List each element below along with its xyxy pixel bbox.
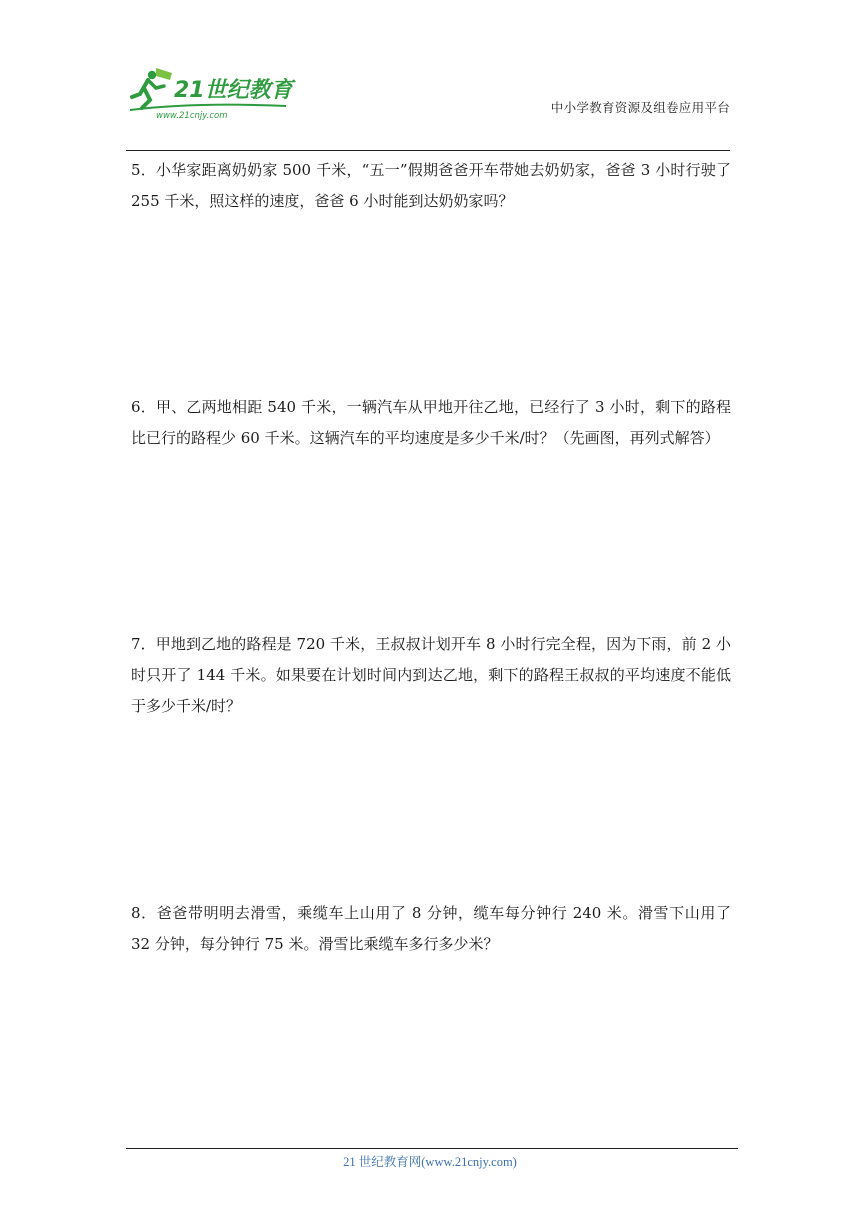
- question-6: 6．甲、乙两地相距 540 千米，一辆汽车从甲地开往乙地，已经行了 3 小时，剩下的路程比已行的路程少 60 千米。这辆汽车的平均速度是多少千米/时？（先画图，再列式解答）: [131, 398, 731, 447]
- logo-text: 21世纪教育: [174, 78, 293, 103]
- site-logo: [126, 64, 296, 120]
- header-divider: [126, 150, 730, 151]
- question-8: 8．爸爸带明明去滑雪，乘缆车上山用了 8 分钟，缆车每分钟行 240 米。滑雪下山用了 32 分钟，每分钟行 75 米。滑雪比乘缆车多行多少米？: [131, 904, 731, 953]
- footer-divider: [126, 1148, 738, 1149]
- question-5: 5．小华家距离奶奶家 500 千米，“五一”假期爸爸开车带她去奶奶家，爸爸 3 小时行驶了 255 千米，照这样的速度，爸爸 6 小时能到达奶奶家吗？: [131, 161, 731, 210]
- page-header: [126, 64, 730, 122]
- platform-title: 中小学教育资源及组卷应用平台: [550, 100, 730, 115]
- footer-link[interactable]: 21 世纪教育网(www.21cnjy.com): [343, 1155, 517, 1169]
- question-7: 7．甲地到乙地的路程是 720 千米，王叔叔计划开车 8 小时行完全程，因为下雨，前 2 小时只开了 144 千米。如果要在计划时间内到达乙地，剩下的路程王叔叔的平均速度不能低于多少千米/时？: [131, 635, 731, 715]
- runner-icon: [132, 68, 172, 108]
- logo-url: www.21cnjy.com: [156, 111, 228, 120]
